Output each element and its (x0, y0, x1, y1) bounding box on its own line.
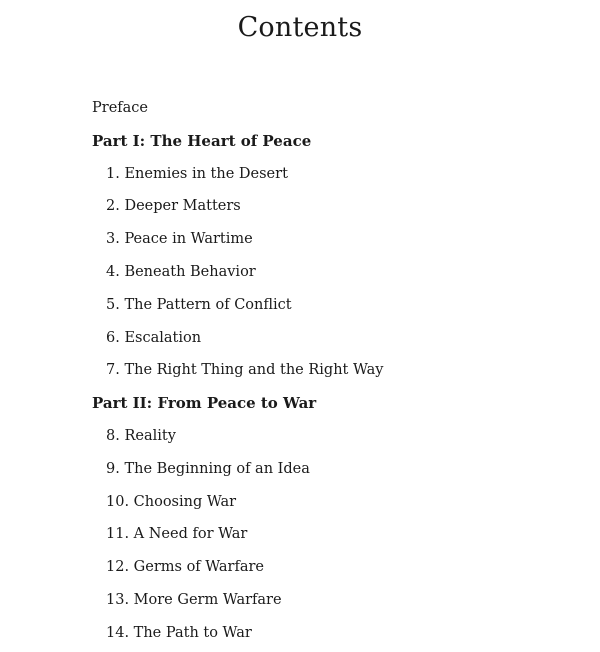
toc-chapter-13: 13. More Germ Warfare (106, 591, 282, 608)
table-of-contents (92, 94, 383, 652)
toc-chapter-4: 4. Beneath Behavior (106, 263, 256, 280)
toc-chapter-2: 2. Deeper Matters (106, 198, 241, 215)
toc-chapter-9: 9. The Beginning of an Idea (106, 460, 310, 477)
page-title: Contents (237, 12, 363, 43)
part-heading-1: Part I: The Heart of Peace (92, 131, 312, 150)
toc-chapter-6: 6. Escalation (106, 329, 202, 346)
toc-chapter-1: 1. Enemies in the Desert (106, 165, 288, 182)
toc-chapter-3: 3. Peace in Wartime (106, 231, 253, 248)
toc-chapter-7: 7. The Right Thing and the Right Way (106, 362, 384, 379)
toc-chapter-12: 12. Germs of Warfare (106, 559, 265, 576)
part-heading-2: Part II: From Peace to War (92, 394, 317, 413)
toc-chapter-14: 14. The Path to War (106, 624, 252, 641)
toc-entry-preface: Preface (92, 100, 148, 116)
toc-chapter-8: 8. Reality (106, 427, 176, 444)
toc-chapter-10: 10. Choosing War (106, 493, 237, 510)
toc-chapter-5: 5. The Pattern of Conflict (106, 296, 292, 313)
toc-chapter-11: 11. A Need for War (106, 526, 248, 543)
